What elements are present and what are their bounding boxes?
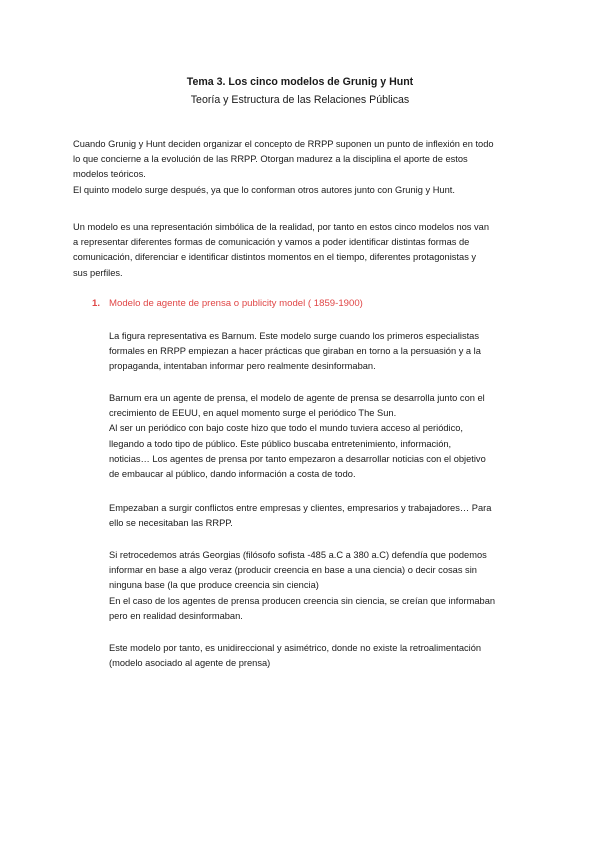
text-line: noticias… Los agentes de prensa por tanto empezaron a desarrollar noticias con el objetivo (109, 453, 486, 464)
text-line: modelos teóricos. (73, 169, 146, 180)
text-line: propaganda, intentaban informar pero realmente desinformaban. (109, 361, 376, 372)
section-heading (92, 296, 552, 311)
document-subtitle: Teoría y Estructura de las Relaciones Públicas (190, 94, 410, 106)
text-line: Un modelo es una representación simbólica de la realidad, por tanto en estos cinco modelos nos van (73, 222, 490, 232)
text-line: ninguna base (la que produce creencia sin ciencia) (109, 580, 319, 591)
text-line: lo que concierne a la evolución de las RRPP. Otorgan madurez a la disciplina el aporte de estos (73, 154, 468, 165)
section-paragraph-4 (109, 548, 534, 624)
text-line: comunicación, diferenciar e identificar distintos momentos en el tiempo, diferentes protagonistas y (73, 252, 477, 263)
text-line: sus perfiles. (73, 267, 123, 278)
text-line: formales en RRPP empiezan a hacer prácticas que giraban en torno a la persuasión y a la (109, 346, 481, 357)
text-line: crecimiento de EEUU, en aquel momento surge el periódico The Sun. (109, 408, 397, 419)
document-title: Tema 3. Los cinco modelos de Grunig y Hunt (186, 76, 414, 88)
text-line: pero en realidad desinformaban. (109, 610, 243, 621)
section-paragraph-3 (109, 501, 534, 531)
text-line: (modelo asociado al agente de prensa) (109, 658, 271, 669)
text-line: Cuando Grunig y Hunt deciden organizar el concepto de RRPP suponen un punto de inflexión en todo (73, 139, 494, 149)
text-line: La figura representativa es Barnum. Este modelo surge cuando los primeros especialistas (109, 331, 480, 341)
text-line: Al ser un periódico con bajo coste hizo que todo el mundo tuviera acceso al periódico, (109, 423, 464, 434)
section-heading-text: Modelo de agente de prensa o publicity model ( 1859-1900) (109, 298, 363, 309)
text-line: Este modelo por tanto, es unidireccional y asimétrico, donde no existe la retroalimentación (109, 643, 482, 653)
text-line: de embaucar al público, dando información a costa de todo. (109, 469, 356, 480)
intro-paragraph-2 (73, 220, 533, 281)
text-line: Si retrocedemos atrás Georgias (filósofo sofista -485 a.C a 380 a.C) defendía que podemos (109, 550, 487, 560)
section-paragraph-1 (109, 329, 534, 375)
section-paragraph-5 (109, 641, 534, 671)
section-paragraph-2 (109, 391, 534, 482)
text-line: a representar diferentes formas de comunicación y vamos a poder identificar distintas formas de (73, 237, 470, 248)
text-line: informar en base a algo veraz (producir creencia en base a una ciencia) o decir cosas sin (109, 565, 477, 576)
text-line: El quinto modelo surge después, ya que lo conforman otros autores junto con Grunig y Hunt. (73, 184, 455, 195)
text-line: llegando a todo tipo de público. Este público buscaba entretenimiento, información, (109, 438, 452, 449)
section-number: 1. (92, 298, 101, 309)
text-line: Barnum era un agente de prensa, el modelo de agente de prensa se desarrolla junto con el (109, 393, 485, 403)
text-line: Empezaban a surgir conflictos entre empresas y clientes, empresarios y trabajadores… Para (109, 503, 492, 513)
intro-paragraph-1 (73, 137, 533, 198)
text-line: En el caso de los agentes de prensa producen creencia sin ciencia, se creían que informaban (109, 595, 496, 606)
text-line: ello se necesitaban las RRPP. (109, 518, 233, 529)
